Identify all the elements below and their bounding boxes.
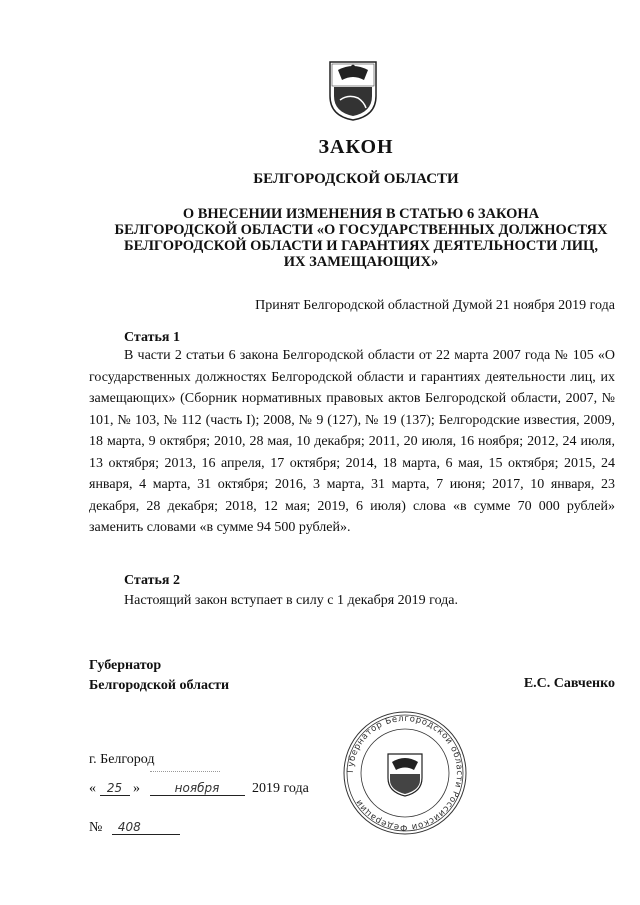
- adoption-note: Принят Белгородской областной Думой 21 ноября 2019 года: [255, 298, 615, 313]
- article-2-text: Настоящий закон вступает в силу с 1 декабря 2019 года.: [124, 593, 458, 608]
- article-1-title: Статья 1: [124, 330, 180, 345]
- subject-line: ИХ ЗАМЕЩАЮЩИХ»: [283, 254, 439, 270]
- city: г. Белгород: [89, 752, 155, 767]
- number-prefix: №: [89, 820, 103, 835]
- official-seal: [342, 710, 468, 836]
- date-month: ноября: [150, 781, 245, 796]
- position-line: Губернатор: [89, 658, 162, 673]
- date-day: 25: [100, 781, 130, 796]
- dotted-mark: [150, 771, 220, 772]
- quote-close: »: [133, 781, 140, 796]
- law-subject: [96, 206, 626, 270]
- signing-date: [89, 781, 309, 797]
- svg-text:Губернатор Белгородской област: Губернатор Белгородской области Российской Федерации: [345, 713, 465, 833]
- date-year: 2019 года: [252, 781, 309, 796]
- subject-line: БЕЛГОРОДСКОЙ ОБЛАСТИ И ГАРАНТИЯХ ДЕЯТЕЛЬНОСТИ ЛИЦ,: [124, 238, 598, 254]
- quote-open: «: [89, 781, 96, 796]
- subject-line: О ВНЕСЕНИИ ИЗМЕНЕНИЯ В СТАТЬЮ 6 ЗАКОНА: [182, 206, 540, 222]
- signatory-position: [89, 656, 229, 696]
- region-name: БЕЛГОРОДСКОЙ ОБЛАСТИ: [253, 171, 459, 187]
- article-2-title: Статья 2: [124, 573, 180, 588]
- position-line: Белгородской области: [89, 678, 230, 693]
- article-1-text: В части 2 статьи 6 закона Белгородской области от 22 марта 2007 года № 105 «О государственных должностях Белгородской области и гарантиях деятельности лиц, их замещающих» (Сборник нормативных правовых актов Белгородской области, 2007, № 101, № 103, № 112 (часть I); 2008, № 9 (127), № 19 (137); Белгородские известия, 2009, 18 марта, 9 октября; 2010, 28 мая, 10 декабря; 2011, 20 июля, 16 ноября; 2012, 24 июля, 13 октября; 2013, 16 апреля, 17 октября; 2014, 18 марта, 6 мая, 15 октября; 2015, 24 января, 4 марта, 31 октября; 2016, 3 марта, 31 марта, 7 июня; 2017, 10 января, 23 декабря, 28 декабря; 2018, 12 мая; 2019, 6 июля) слова «в сумме 70 000 рублей» заменить словами «в сумме 94 500 рублей».: [89, 348, 615, 535]
- coat-of-arms-icon: [328, 60, 378, 122]
- law-number: [89, 820, 180, 836]
- signatory-name: Е.С. Савченко: [523, 676, 615, 691]
- subject-line: БЕЛГОРОДСКОЙ ОБЛАСТИ «О ГОСУДАРСТВЕННЫХ ДОЛЖНОСТЯХ: [114, 222, 608, 238]
- document-type: ЗАКОН: [318, 136, 394, 158]
- number-value: 408: [112, 820, 180, 835]
